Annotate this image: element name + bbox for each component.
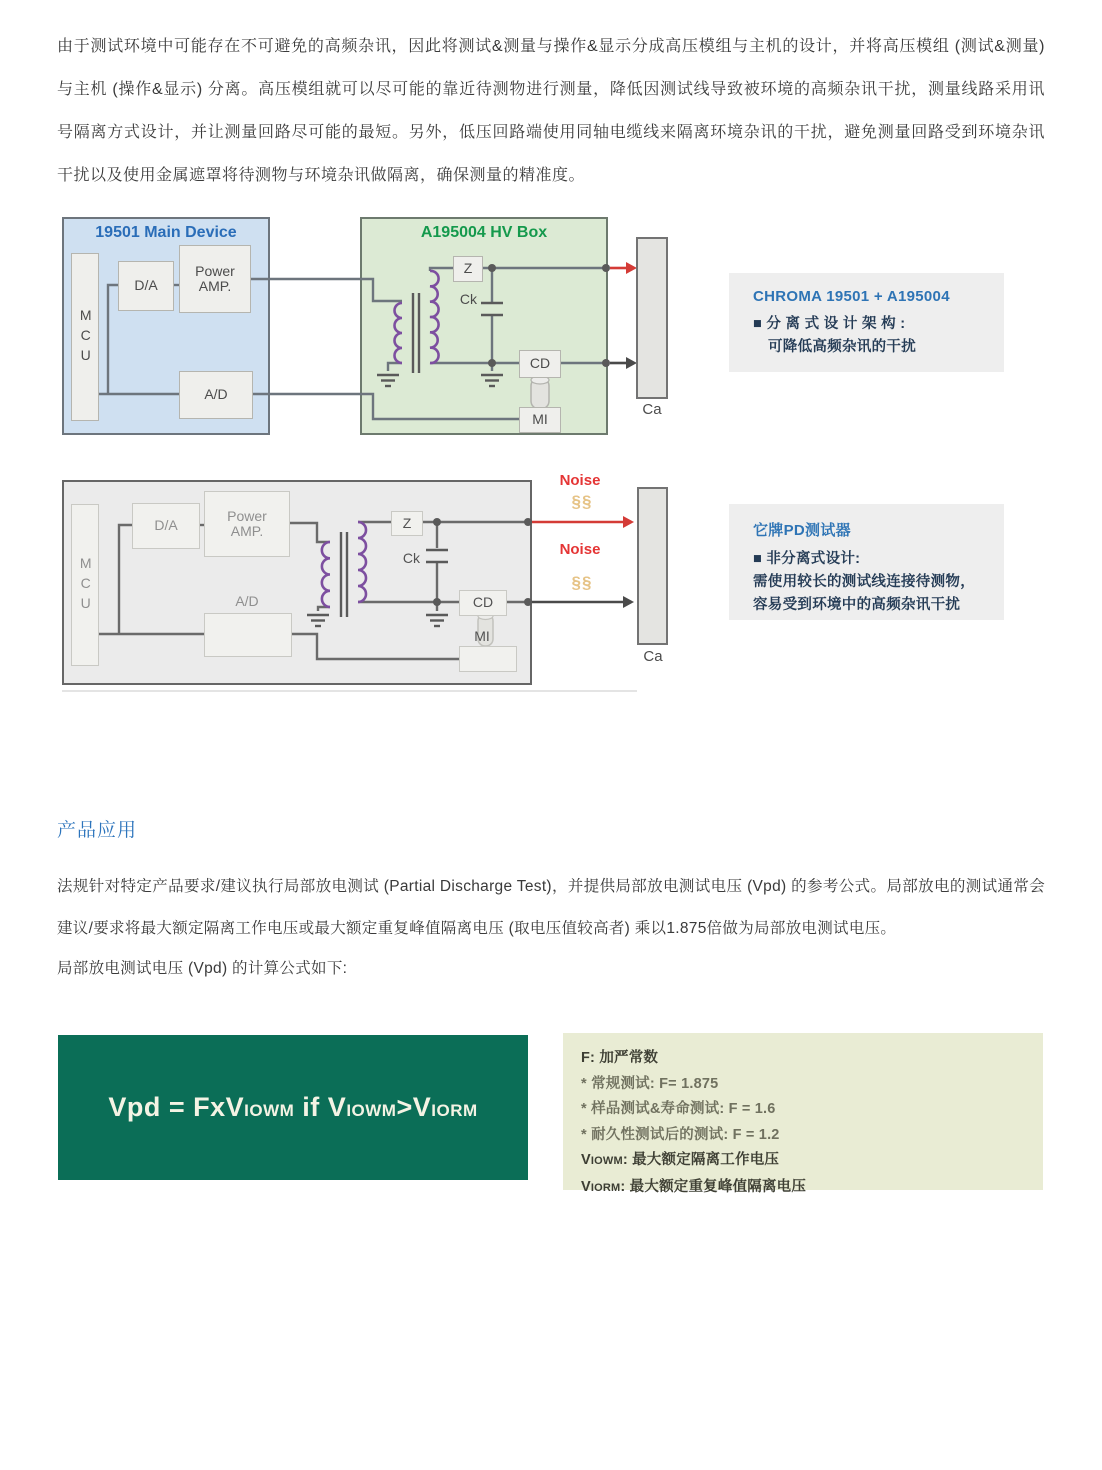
- ad-label: A/D: [235, 593, 259, 610]
- diagram1-wiring: [62, 215, 672, 450]
- formula-sub-viowm: IOWM: [244, 1101, 295, 1120]
- secondary-coil: [358, 522, 366, 602]
- legend-item: * 常规测试: F= 1.875: [581, 1075, 719, 1092]
- formula-gt: >V: [396, 1092, 432, 1122]
- viowm-v: V: [581, 1152, 591, 1168]
- diagram-separated-design: [62, 215, 672, 450]
- ground-icon: [377, 375, 399, 386]
- application-paragraph: 法规针对特定产品要求/建议执行局部放电测试 (Partial Discharge Test)，并提供局部放电测试电压 (Vpd) 的参考公式。局部放电的测试通常会建议/要求将最大额定隔离工作电压或最大额定重复峰值隔离电压 (取电压值较高者) 乘以1.875倍做为局部放电测试电压。: [57, 878, 1045, 937]
- transformer-icon: [394, 271, 438, 373]
- ground-icon: [426, 615, 448, 626]
- core: [413, 293, 419, 373]
- formula-legend-box: [563, 1033, 1043, 1195]
- ca-label: Ca: [643, 648, 663, 666]
- ca-label: Ca: [642, 400, 662, 418]
- diagram-other-brand: [62, 472, 672, 694]
- viorm-desc: : 最大额定重复峰值隔离电压: [620, 1178, 807, 1195]
- noisy-output-red-arrow-icon: [532, 516, 634, 528]
- noise-squiggle-icon: §§: [571, 573, 593, 592]
- ck-label: Ck: [402, 549, 420, 566]
- da-block: D/A: [132, 503, 200, 549]
- mcu-block: MCU: [71, 253, 99, 421]
- secondary-coil: [430, 271, 439, 363]
- z-block: Z: [453, 256, 483, 282]
- ad-block: [204, 613, 292, 657]
- core: [341, 532, 347, 617]
- mi-block: MI: [519, 407, 561, 433]
- mi-label: MI: [474, 627, 490, 644]
- da-block: D/A: [118, 261, 174, 311]
- ca-device-box: [636, 237, 668, 399]
- power-amp-block: Power AMP.: [179, 245, 251, 313]
- note2-line1: ■ 非分离式设计:: [753, 551, 861, 567]
- formula-intro-line: 局部放电测试电压 (Vpd) 的计算公式如下:: [57, 960, 348, 977]
- mi-block: [459, 646, 517, 672]
- formula-sub-viowm2: IOWM: [346, 1101, 397, 1120]
- note1-title: CHROMA 19501 + A195004: [753, 288, 950, 305]
- ck-label: Ck: [459, 291, 477, 308]
- hv-box-title: A195004 HV Box: [420, 224, 548, 241]
- note1-line2: 可降低高频杂讯的干扰: [768, 339, 916, 355]
- hv-output-red-arrow-icon: [610, 262, 637, 274]
- primary-coil: [394, 303, 402, 363]
- vpd-formula: [108, 1092, 477, 1123]
- legend-item: * 耐久性测试后的测试: F = 1.2: [581, 1126, 780, 1143]
- power-amp-block: Power AMP.: [204, 491, 290, 557]
- formula-pre: Vpd = FxV: [108, 1092, 245, 1122]
- noise-squiggle-icon: §§: [571, 492, 593, 511]
- ck-capacitor-icon: [426, 550, 448, 562]
- cd-block: CD: [519, 350, 561, 378]
- ad-block: A/D: [179, 371, 253, 419]
- note1-line1: ■ 分 离 式 设 计 架 构 :: [753, 316, 906, 332]
- legend-viowm: [581, 1148, 1025, 1175]
- ca-device-box: [637, 487, 668, 645]
- legend-item: * 样品测试&寿命测试: F = 1.6: [581, 1101, 776, 1117]
- z-block: Z: [391, 511, 423, 536]
- intro-paragraph: 由于测试环境中可能存在不可避免的高频杂讯，因此将测试&测量与操作&显示分成高压模组与主机的设计，并将高压模组 (测试&测量) 与主机 (操作&显示) 分离。高压模组就可以尽可能的靠近待测物进行测量，降低因测试线导致被环境的高频杂讯干扰，测量线路采用讯号隔离方式设计，并让测量回路尽可能的最短。另外，低压回路端使用同轴电缆线来隔离环境杂讯的干扰，避免测量回路受到环境杂讯干扰以及使用金属遮罩将待测物与环境杂讯做隔离，确保测量的精准度。: [57, 38, 1045, 184]
- transformer-icon: [322, 522, 366, 617]
- wires: [98, 268, 606, 419]
- legend-viorm: [581, 1175, 1025, 1202]
- viowm-desc: : 最大额定隔离工作电压: [622, 1152, 780, 1168]
- viorm-sub: IORM: [590, 1181, 621, 1194]
- section-divider: [57, 844, 1045, 854]
- section-heading: 产品应用: [57, 820, 138, 841]
- ck-capacitor-icon: [481, 303, 503, 315]
- ground-icon: [481, 375, 503, 386]
- note2-title: 它牌PD测试器: [753, 522, 851, 539]
- note-chroma-design: [729, 273, 1004, 372]
- note-other-brand: [729, 504, 1004, 620]
- formula-sub-viorm: IORM: [431, 1101, 478, 1120]
- noise-label-bottom: Noise: [559, 541, 601, 558]
- note2-line2: 需使用较长的测试线连接待测物，: [753, 574, 975, 590]
- formula-if: if V: [294, 1092, 347, 1122]
- primary-coil: [322, 542, 330, 607]
- viorm-v: V: [581, 1178, 591, 1195]
- mi-connector: [531, 376, 549, 409]
- ground-icon: [307, 615, 329, 626]
- mcu-block: MCU: [71, 504, 99, 666]
- cd-block: CD: [459, 590, 507, 616]
- legend-title: F: 加严常数: [581, 1050, 659, 1066]
- note2-line3: 容易受到环境中的高频杂讯干扰: [753, 597, 961, 613]
- measure-black-arrow-icon: [610, 357, 637, 369]
- noise-label-top: Noise: [559, 472, 601, 489]
- main-device-title: 19501 Main Device: [95, 224, 237, 241]
- viowm-sub: IOWM: [590, 1155, 623, 1167]
- vpd-formula-box: [58, 1035, 528, 1180]
- noisy-measure-gray-arrow-icon: [532, 596, 634, 608]
